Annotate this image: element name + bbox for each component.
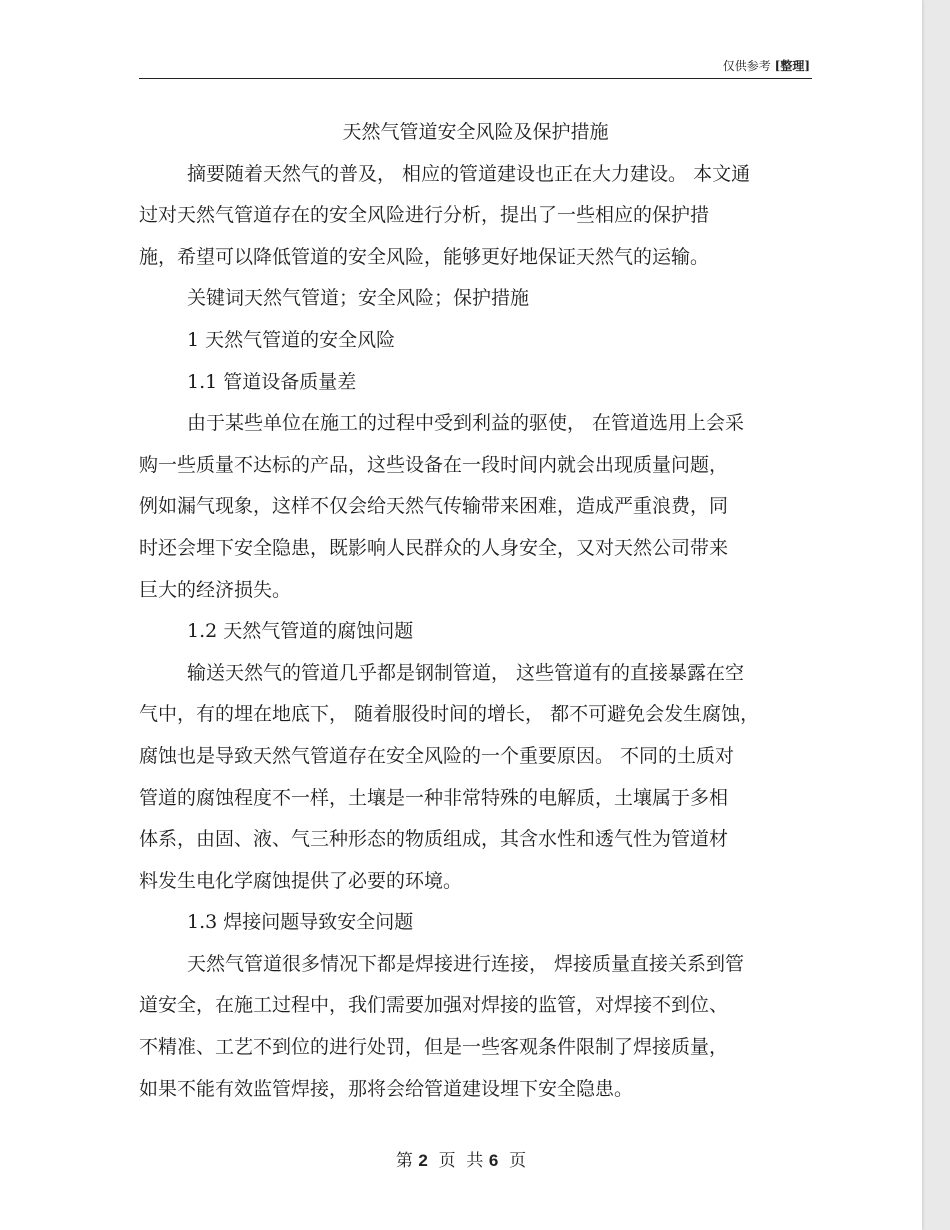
header-bracket-label: [整理] — [774, 59, 810, 73]
paragraph-1-1-line-1: 由于某些单位在施工的过程中受到利益的驱使， 在管道选用上会采 — [187, 412, 745, 435]
paragraph-1-2-line-5: 体系，由固、液、气三种形态的物质组成，其含水性和透气性为管道材 — [139, 828, 729, 851]
paragraph-1-2-line-1: 输送天然气的管道几乎都是钢制管道， 这些管道有的直接暴露在空 — [187, 661, 745, 684]
paragraph-1-2-line-6: 料发生电化学腐蚀提供了必要的环境。 — [139, 869, 463, 892]
paragraph-1-1-line-4: 时还会埋下安全隐患，既影响人民群众的人身安全，又对天然公司带来 — [139, 536, 729, 559]
paragraph-1-3-line-1: 天然气管道很多情况下都是焊接进行连接， 焊接质量直接关系到管 — [187, 952, 745, 975]
header-label: 仅供参考 — [722, 59, 771, 73]
subsection-heading-1-1: 1.1 管道设备质量差 — [187, 370, 357, 393]
footer-suffix: 页 — [498, 1151, 527, 1171]
paragraph-1-2-line-3: 腐蚀也是导致天然气管道存在安全风险的一个重要原因。 不同的土质对 — [139, 744, 735, 767]
abstract-line-1: 摘要随着天然气的普及， 相应的管道建设也正在大力建设。 本文通 — [187, 162, 751, 185]
abstract-line-2: 过对天然气管道存在的安全风险进行分析，提出了一些相应的保护措 — [139, 204, 710, 227]
footer-middle: 页 共 — [427, 1151, 489, 1171]
paragraph-1-3-line-2: 道安全，在施工过程中，我们需要加强对焊接的监管，对焊接不到位、 — [139, 994, 729, 1017]
footer-prefix: 第 — [395, 1151, 419, 1171]
document-title: 天然气管道安全风险及保护措施 — [342, 121, 609, 143]
paragraph-1-1-line-2: 购一些质量不达标的产品，这些设备在一段时间内就会出现质量问题， — [139, 453, 729, 476]
paragraph-1-3-line-4: 如果不能有效监管焊接，那将会给管道建设埋下安全隐患。 — [139, 1077, 634, 1100]
subsection-heading-1-2: 1.2 天然气管道的腐蚀问题 — [187, 620, 414, 643]
header-note — [723, 57, 810, 74]
document-body — [139, 112, 812, 1110]
paragraph-1-1-line-5: 巨大的经济损失。 — [139, 578, 292, 601]
subsection-heading-1-3: 1.3 焊接问题导致安全问题 — [187, 911, 414, 934]
page-header — [139, 56, 812, 79]
abstract-line-3: 施，希望可以降低管道的安全风险，能够更好地保证天然气的运输。 — [139, 245, 710, 268]
paragraph-1-3-line-3: 不精准、工艺不到位的进行处罚，但是一些客观条件限制了焊接质量， — [139, 1036, 729, 1059]
section-heading-1: 1 天然气管道的安全风险 — [187, 328, 396, 351]
paragraph-1-2-line-4: 管道的腐蚀程度不一样，土壤是一种非常特殊的电解质，土壤属于多相 — [139, 786, 729, 809]
page-total: 6 — [488, 1151, 499, 1170]
paragraph-1-1-line-3: 例如漏气现象，这样不仅会给天然气传输带来困难，造成严重浪费，同 — [139, 495, 729, 518]
keywords-line: 关键词天然气管道；安全风险；保护措施 — [187, 287, 530, 310]
page-footer — [0, 1146, 922, 1171]
paragraph-1-2-line-2: 气中，有的埋在地底下， 随着服役时间的增长， 都不可避免会发生腐蚀， — [139, 703, 760, 726]
page-number: 2 — [418, 1151, 428, 1170]
